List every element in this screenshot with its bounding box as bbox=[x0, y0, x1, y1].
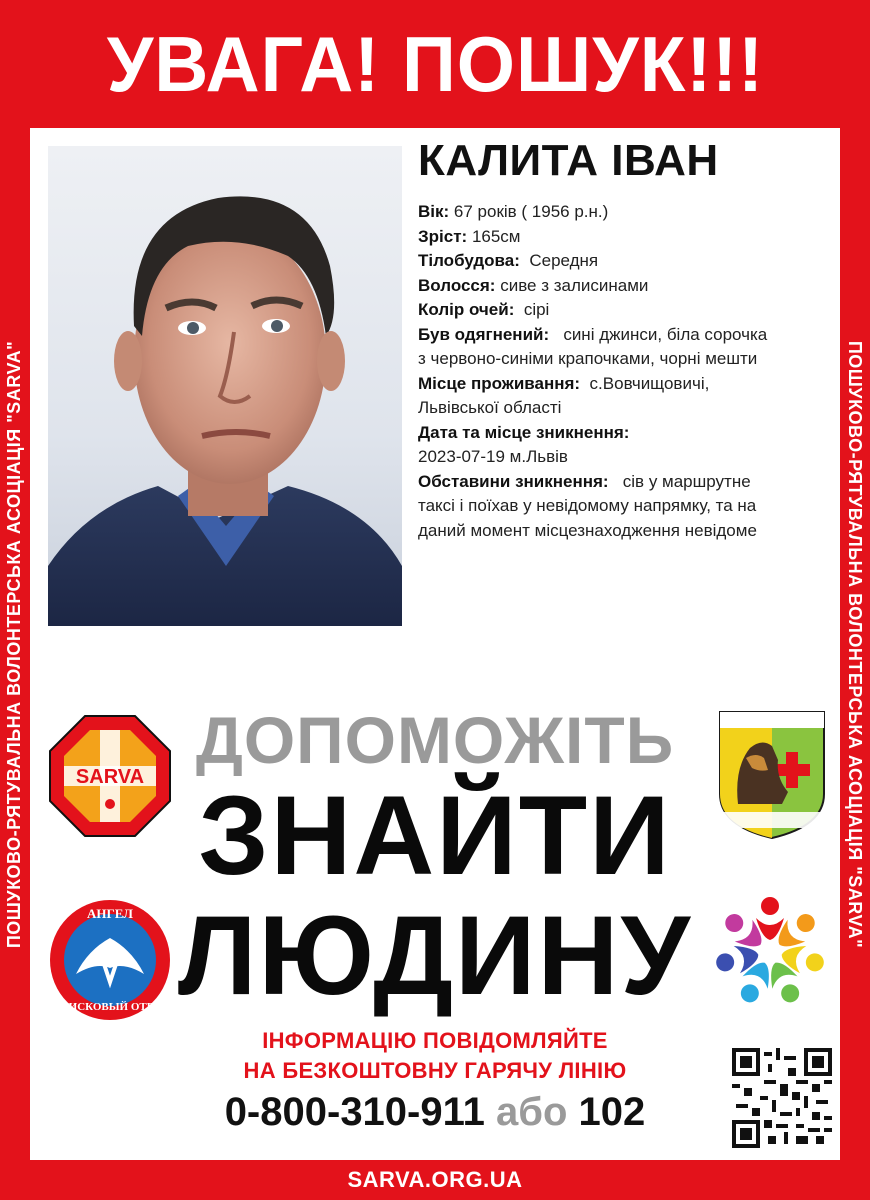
detail-label: Зріст: bbox=[418, 226, 468, 246]
detail-residence-cont: Львівської області bbox=[418, 398, 562, 417]
appeal-help: ДОПОМОЖІТЬ bbox=[195, 703, 675, 777]
phone-numbers bbox=[30, 1090, 840, 1135]
detail-value: Середня bbox=[529, 251, 599, 270]
detail-label: Був одягнений: bbox=[418, 324, 550, 344]
hotline-notice bbox=[30, 1026, 840, 1086]
detail-label: Місце проживання: bbox=[418, 373, 581, 393]
detail-label: Вік: bbox=[418, 202, 450, 221]
detail-height bbox=[418, 225, 828, 250]
hotline-line-2: НА БЕЗКОШТОВНУ ГАРЯЧУ ЛІНІЮ bbox=[243, 1058, 627, 1083]
missing-person-photo bbox=[48, 146, 402, 626]
side-banner-left-text: ПОШУКОВО-РЯТУВАЛЬНА ВОЛОНТЕРСЬКА АСОЦІАЦІЯ "SARVA" bbox=[4, 340, 25, 948]
poster-title: УВАГА! ПОШУК!!! bbox=[106, 19, 764, 108]
qr-code[interactable] bbox=[732, 1048, 832, 1148]
detail-eyes bbox=[418, 298, 828, 323]
detail-label: Волосся: bbox=[418, 275, 496, 295]
hotline-line-1: ІНФОРМАЦІЮ ПОВІДОМЛЯЙТЕ bbox=[262, 1028, 608, 1053]
detail-value: сиве з залисинами bbox=[500, 275, 649, 295]
angel-logo-top: АНГЕЛ bbox=[87, 906, 133, 921]
portrait-illustration bbox=[48, 146, 402, 626]
detail-disappearance bbox=[418, 421, 828, 446]
detail-residence bbox=[418, 372, 828, 397]
detail-clothing-cont: з червоно-синіми крапочками, чорні мешти bbox=[418, 349, 758, 368]
detail-build bbox=[418, 249, 828, 274]
side-banner-right-text: ПОШУКОВО-РЯТУВАЛЬНА ВОЛОНТЕРСЬКА АСОЦІАЦІЯ "SARVA" bbox=[845, 340, 866, 948]
detail-value: 165см bbox=[471, 226, 521, 246]
detail-label: Дата та місце зникнення: bbox=[418, 422, 630, 442]
detail-circumstances bbox=[418, 470, 828, 495]
appeal-line-2: ЛЮДИНУ bbox=[177, 893, 693, 1018]
website-link[interactable]: SARVA.ORG.UA bbox=[347, 1167, 523, 1192]
person-name: КАЛИТА ІВАН bbox=[418, 136, 719, 185]
hotline-phone[interactable]: 0-800-310-911 bbox=[224, 1090, 485, 1134]
angel-logo-bottom: ПОИСКОВЫЙ ОТРЯД bbox=[51, 1001, 169, 1013]
detail-age bbox=[418, 200, 828, 225]
sarva-logo-text: SARVA bbox=[75, 766, 145, 788]
detail-value: с.Вовчищовичі, bbox=[589, 373, 710, 393]
side-banner-left bbox=[0, 128, 30, 1160]
phone-or: або bbox=[496, 1090, 568, 1134]
side-banner-right bbox=[840, 128, 870, 1160]
detail-value: сів у маршрутне bbox=[622, 471, 751, 491]
emergency-phone[interactable]: 102 bbox=[578, 1090, 646, 1134]
detail-label: Колір очей: bbox=[418, 300, 515, 319]
detail-clothing bbox=[418, 323, 828, 348]
detail-hair bbox=[418, 274, 828, 299]
detail-value: сірі bbox=[523, 300, 550, 319]
detail-disappearance-cont: 2023-07-19 м.Львів bbox=[418, 447, 568, 466]
poster-header bbox=[0, 0, 870, 128]
detail-value: сині джинси, біла сорочка bbox=[563, 324, 768, 344]
poster-panel bbox=[30, 128, 840, 1160]
detail-value: 67 років ( 1956 р.н.) bbox=[453, 202, 609, 221]
detail-circumstances-cont: таксі і поїхав у невідомому напрямку, та на bbox=[418, 496, 757, 515]
person-details bbox=[418, 200, 828, 543]
poster-footer bbox=[0, 1160, 870, 1200]
detail-label: Тілобудова: bbox=[418, 251, 520, 270]
detail-label: Обставини зникнення: bbox=[418, 471, 609, 491]
detail-circumstances-cont2: даний момент місцезнаходження невідоме bbox=[418, 520, 757, 540]
appeal-line-1: ЗНАЙТИ bbox=[198, 773, 672, 898]
